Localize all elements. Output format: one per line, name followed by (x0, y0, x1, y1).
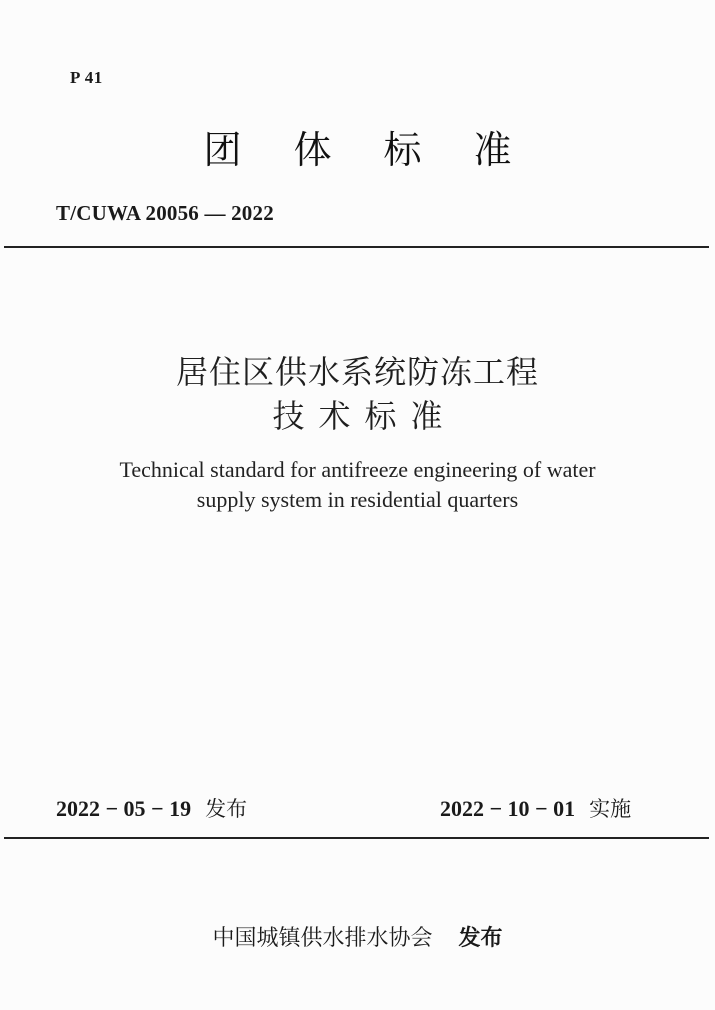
publisher-name: 中国城镇供水排水协会 (212, 926, 433, 951)
publisher-line (0, 924, 715, 954)
top-divider (4, 246, 709, 248)
title-chinese-line-2: 技术标准 (272, 397, 457, 435)
effective-label: 实施 (589, 797, 632, 821)
effective-date-block (440, 795, 631, 823)
classification-code: P 41 (70, 68, 103, 87)
bottom-divider (4, 837, 709, 839)
issue-label: 发布 (205, 797, 248, 821)
issue-date-block (56, 795, 247, 823)
title-english-line-2: supply system in residential quarters (196, 487, 519, 512)
issue-date: 2022 − 05 − 19 (56, 796, 192, 821)
title-chinese-line-1: 居住区供水系统防冻工程 (175, 353, 539, 391)
effective-date: 2022 − 10 − 01 (440, 796, 576, 821)
standard-category: 团体标准 (203, 128, 564, 172)
title-english-line-1: Technical standard for antifreeze engineering of water (119, 457, 596, 482)
standard-number: T/CUWA 20056 — 2022 (56, 201, 274, 225)
publisher-action: 发布 (458, 926, 503, 951)
